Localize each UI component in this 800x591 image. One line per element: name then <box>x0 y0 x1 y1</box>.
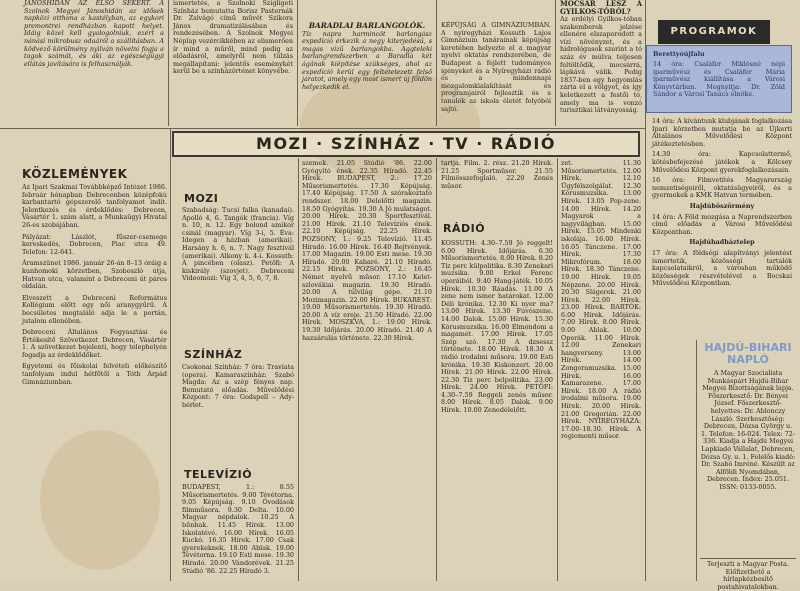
article-baradla-text: Tíz napra harmincöt barlangász expedíció érkezik a negy kiterjedésű, s magas vizű barlangokba. Aggteleki barlangrendszerben a Baradla két ágának kiépítése szükséges, ahol az expedíció kerül egy feltételezett felső járatot, amely egy most ismert új földön helyezkedik el. <box>302 29 432 91</box>
article-kepujsag: KÉPÚJSÁG A GIMNÁZIUMBAN. A nyíregyházi Kossuth Lajos Gimnázium tanárainak képújság keretében helyezte el a magyar nyelvi oktatás rendszerében, de Budapest a fejlett tudományos igényeket és a Nyíregyházi rádió és a mindennapi mozgalomkialakítását és programjairól fejlesztik és a tanulók az iskola életét folyóból sajtó. <box>441 21 551 113</box>
programok-town-heading: Hajdúböszörmény <box>689 201 755 210</box>
column-rule <box>436 158 437 581</box>
impresszum-foot: Terjeszti a Magyar Posta. Előfizethető a hírlapkézbesítő postahivatalokban. <box>706 560 790 591</box>
column-rule <box>297 0 298 126</box>
programok-item: 17 óra: A földségi alapítványi jelentést ismertetik, közösségi tartalék kapcsolataikról, a városban működő közösségek részvételével a Bocskai Művelődési Központban. <box>652 248 792 288</box>
programok-list <box>652 118 792 338</box>
kozlemeny-item: Pályázat: Lászlót, fűszer-csemege kereskedés, Debrecen, Piac utca 49. Telefon: 12-641. <box>22 232 167 256</box>
kozlemenyek-list <box>22 184 167 581</box>
televizio-heading: TELEVÍZIÓ <box>184 468 253 481</box>
column-rule <box>170 128 171 581</box>
kozlemeny-item: Elveszett a Debreceni Református Kollégium előtt egy női aranygyűrű. A becsületes megtaláló adja le a portán, jutalom ellenében. <box>22 293 167 325</box>
article-baradla <box>302 22 432 126</box>
section-rule <box>0 128 645 129</box>
programok-heading: PROGRAMOK <box>658 20 770 44</box>
programok-highlight-text: 14 óra: Csaláfer Miklósné népi iparművész és Csaláfer Mária iparművész kiállítása a Városi Könyvtárban. Megnyitja: Dr. Zöld Sándor a Városi Tanács elnöke. <box>653 60 785 99</box>
article-baradla-title: BARADLAI BARLANGOLÓK. <box>308 21 426 30</box>
radio-lead: tartja. Film. 2. rész. 21.20 Hírek. 21.25 Sportmüsor. 21.55 Filmösszefoglaló. 22.20 Zenés műsor. <box>441 159 553 190</box>
programok-highlight-heading: Berettyóújfalu <box>653 50 705 58</box>
kozlemeny-item: Egyetemi és főiskolai felvételi előkészítő tanfolyam indul hétfőtől a Tóth Árpád Gimnáziumban. <box>22 362 167 386</box>
kozlemeny-item: Az Ipari Szakmai Továbbképző Intézet 1986. február hónapban Debrecenben középfokú karbantartó gépszerelő tanfolyamot indít. Jelentkezés és érdeklődés: Debrecen, Vásártér 1. szám alatt, a Munkaügyi Hivatal 26-es szobájában. <box>22 183 167 229</box>
programok-item: 14.30 óra: Kapcsolattermő, kötésbefejezésé játékok a Kölcsey Művelődési Központ gyerekfoglalkozásain. <box>652 150 792 174</box>
kozlemeny-item: Áramszünet 1986. január 26-án 8–13 óráig a kunhomoki körzetben, Szoboszló útja, Hatvan utca, valamint a Debreceni út páros oldalán. <box>22 259 167 291</box>
article-gyilkos-to <box>560 0 642 126</box>
column-rule <box>555 0 556 126</box>
column-rule <box>168 0 169 126</box>
article-janoshida: JÁNOSHIDAN AZ ELSŐ SEKÉRT. A Szolnok Megyei Jánoshidán az idősek napközi otthona a kastélyban, az egykori premontrei rendházban kapott helyet. Idáig közel kell gyalogolniuk, ezért a nánási mikrobusz odaáról a szállításban. A ködvező körülmény nyilván növelni fogja a tagok számát, és aki az egészségügyi ellátás javítására is felhasználják. <box>24 0 164 68</box>
column-rule <box>557 158 558 581</box>
mozi-heading: MOZI <box>184 192 219 205</box>
column-rule <box>436 0 437 126</box>
impresszum-rule <box>700 558 796 559</box>
radio-program-continued: zet. 11.30 Műsorismertetés. 12.00 Hírek. 12.10 Ügyfélszolgálat. 12.30 Kórusmuzsika. 13.00 Hírek. 13.05 Pop-zene. 14.00 Hírek. 14.20 Magyarok a nagyvilágban. 15.00 Hírek. 15.05 Mindenki iskolája. 16.00 Hírek. 16.05 Tánczene. 17.00 Hírek. 17.30 Mikrofórum. 18.00 Hírek. 18.30 Tánczene. 19.00 Hírek. 19.05 Népzene. 20.00 Hírek. 20.30 Slágerek. 21.00 Hírek. 22.00 Hírek. 23.00 Hírek. BARTÓK: 6.00 Hírek. Időjárás. 7.00 Hírek. 8.00 Hírek. 9.00 Ablak. 10.00 Operák. 11.00 Hírek. 12.00 Zenekari hangverseny. 13.00 Hírek. 14.00 Zongoramuzsika. 15.00 Hírek. 16.00 Kamarazene. 17.00 Hírek. 18.00 A rádió irodalmi műsora. 19.00 Hírek. 20.00 Hírek. 21.00 Gregorián. 22.00 Hírek. NYÍREGYHÁZA: 17.00–18.30. Hírek. A regiomonti műsor. <box>561 159 641 441</box>
radio-program: KOSSUTH: 4.30–7.59 Jó reggelt! 6.00 Hírek. Időjárás. 6.30 Műsorismertetés. 8.00 Hírek. 8.20 Tíz perc külpolitika. 8.30 Zenekari muzsika. 9.00 Erkel Ferenc operáiból. 9.40 Hang-játék. 10.05 Hírek. 10.30 Ráadás. 11.00 A zene nem ismer határokat. 12.00 Déli krónika. 12.30 Ki nyer ma? 13.00 Hírek. 13.30 Fúvószene. 14.00 Dalok. 15.00 Hírek. 15.30 Kórusmuzsika. 16.00 Elmondom a magamét. 17.00 Hírek. 17.05 Szép szó. 17.30 A dzsessz története. 18.00 Hírek. 18.30 A rádió irodalmi műsora. 19.00 Esti krónika. 19.30 Kiskonzert. 20.00 Hírek. 21.00 Hírek. 22.00 Hírek. 22.30 Tíz perc belpolitika. 23.00 Hírek. 24.00 Hírek. PETŐFI: 4.30–7.59 Reggeli zenés műsor. 8.00 Hírek. 8.05 Dalok. 9.00 Hírek. 10.00 Zenedélelőtt. <box>441 239 553 415</box>
programok-highlight-box <box>646 45 792 113</box>
programok-town-heading: Hajdúhadháztelep <box>689 238 755 247</box>
tv-program-continued: szemek. 21.05 Stúdió '86. 22.00 Gyógyító ének. 22.35 Híradó. 22.45 Hírek. BUDAPEST, 2.: 17.20 Műsorismertetés. 17.30 Képújság. 17.40 Képújság. 17.50 A szórakoztató rendszer. 18.00 Delelőtti magazin. 18.50 Gyógyítás. 19.30 A Jó mulatságot. 20.00 Hírek. 20.30 Sportfesztivál. 21.00 Hírek. 21.10 Televíziós ének. 22.10 Képújság. 22.25 Hírek. POZSONY, 1.: 9.25 Televízió. 11.45 Híradó. 16.00 Hírek. 16.40 Rejtvények. 17.00 Magazin. 19.00 Esti mese. 19.30 Híradó. 20.00 Kabaré. 21.10 Híradó. 22.15 Hírek. POZSONY, 2.: 16.45 Német nyelvű műsor. 17.10 Kelet-szlovákiai magazin. 19.30 Híradó. 20.00 A túlvilág gépe. 21.10 Mozimagazin. 22.00 Hírek. BUKAREST: 19.00 Műsorismertetés. 19.30 Híradó. 20.00 A víz ereje. 21.50 Híradó. 22.00 Hírek. MOSZKVA, 1.: 19.00 Hírek. 19.30 Időjárás. 20.00 Híradó. 21.40 A hazaárulás története. 22.30 Hírek. <box>302 159 432 342</box>
kozlemenyek-heading: KÖZLEMÉNYEK <box>22 167 128 181</box>
masthead-naplo: HAJDÚ-BIHARI NAPLÓ <box>704 341 792 366</box>
szinhaz-program: Csokonai Színház: 7 óra: Traviata (opera). Kamaraszínház: Szabó Magda: Az a szép fényes nap. Bemutató előadás. Művelődési Központ: 7 óra: Godspell – Ady-bérlet. <box>182 363 294 409</box>
article-szinhaz: ismertetés, a Szolnoki Szigligeti Színház bemutatta Borisz Pasternák Dr. Zsivágó című művét Szikora János dramatizálásában és rendezésében. A Szolnok Megyei Néplap vezércikkében az elismerően ír mind a műről, mind pedig az előadásról, amelyről nem túlzás megállapítani: jelentős eseménykét kerül be a színházörténet könyvébe. <box>173 0 293 76</box>
mozi-program: Szabadság: Tucsi falka (kanadai). Apolló 4, 6. Tangók (francia). Víg n. 10, n. 12. Egy bolond amikor csinál (magyar). Víg 3-i, 5. Éva: Idegen a házban (amerikai). Harsány h. 6, n. 7. Nagy fesztivál (amerikai). Alkony k. 4-i. Kossuth: A pincében (olasz). Petőfi: A kiskirály (szovjet). Debreceni Videomozi: Víg 3, 4, 5, 6, 7, 8. <box>182 206 294 283</box>
impresszum: A Magyar Szocialista Munkáspárt Hajdú-Bihar Megyei Bizottságának lapja. Főszerkesztő: Dr. Bényei József. Főszerkesztő-helyettes: Dr. Ablonczy László. Szerkesztőség: Debrecen, Dózsa György u. 1. Telefon: 16-024. Telex: 72-336. Kiadja a Hajdú Megyei Lapkiadó Vállalat, Debrecen, Dózsa Gy. u. 1. Felelős kiadó: Dr. Szabó Imréné. Készült az Alföldi Nyomdában, Debrecen. Index: 25.051. ISSN: 0133-0055. <box>700 369 796 491</box>
kozlemeny-item: Debreceni Általános Fogyasztási és Értékesítő Szövetkezet Debrecen, Vásártér 1. A szövetkezet bejelenti, hogy telephelyén fogadja az érdeklődőket. <box>22 328 167 359</box>
televizio-program: BUDAPEST, 1.: 8.55 Műsorismertetés. 9.00 Tévétorna. 9.05 Képújság. 9.10 Óvodások filmműsora. 9.30 Delta. 10.00 Magyar népdalok. 10.25 A bűnbak. 11.45 Hírek. 13.00 Iskolatévé. 16.00 Hírek. 16.05 Kuckó. 16.35 Hírek. 17.00 Csak gyerekeknek. 18.00 Ablak. 19.00 Tévétorna. 19.10 Esti mese. 19.30 Híradó. 20.00 Vándorévek. 21.25 Stúdió '86. 22.25 Híradó 3. <box>182 483 294 575</box>
mozi-szinhaz-tv-radio-banner: MOZI · SZÍNHÁZ · TV · RÁDIÓ <box>172 131 640 157</box>
radio-heading: RÁDIÓ <box>443 222 486 235</box>
article-gyilkos-to-text: Az erdélyi Gyilkos-tóban szakemberek jelzése ellenére elszaporodott a vízi növényzet, és a hidrológusok szerint a tó száz év múlva teljesen feltöltődik, mocsárrá, lápkává válik. Pedig 1837-ben egy hegyomlás zárta el a völgyet, és így keletkezett a festői tó, amely ma is vonzó turisztikai látványosság. <box>560 15 642 115</box>
szinhaz-heading: SZÍNHÁZ <box>184 348 243 361</box>
programok-item: 14 óra: A Föld mozgása a Naprendszerben című előadás a Városi Művelődési Központban. <box>652 212 792 236</box>
column-rule <box>298 158 299 581</box>
article-gyilkos-to-title: MOCSÁR LESZ A GYILKOS-TÓBÓL? <box>560 0 642 16</box>
programok-item: 14 óra: A kívántunk klubjának foglalkozása Ipari körzetben mutatja be az Újkerti Általános Művelődési Központ játékeztetésben. <box>652 117 792 148</box>
programok-item: 16 óra: Filmvetítés Magyarország nemzetiségeiről, oktatásügyeiről, és a gyermekek a KMK Hatvan termében. <box>652 176 792 200</box>
column-rule <box>696 340 697 581</box>
